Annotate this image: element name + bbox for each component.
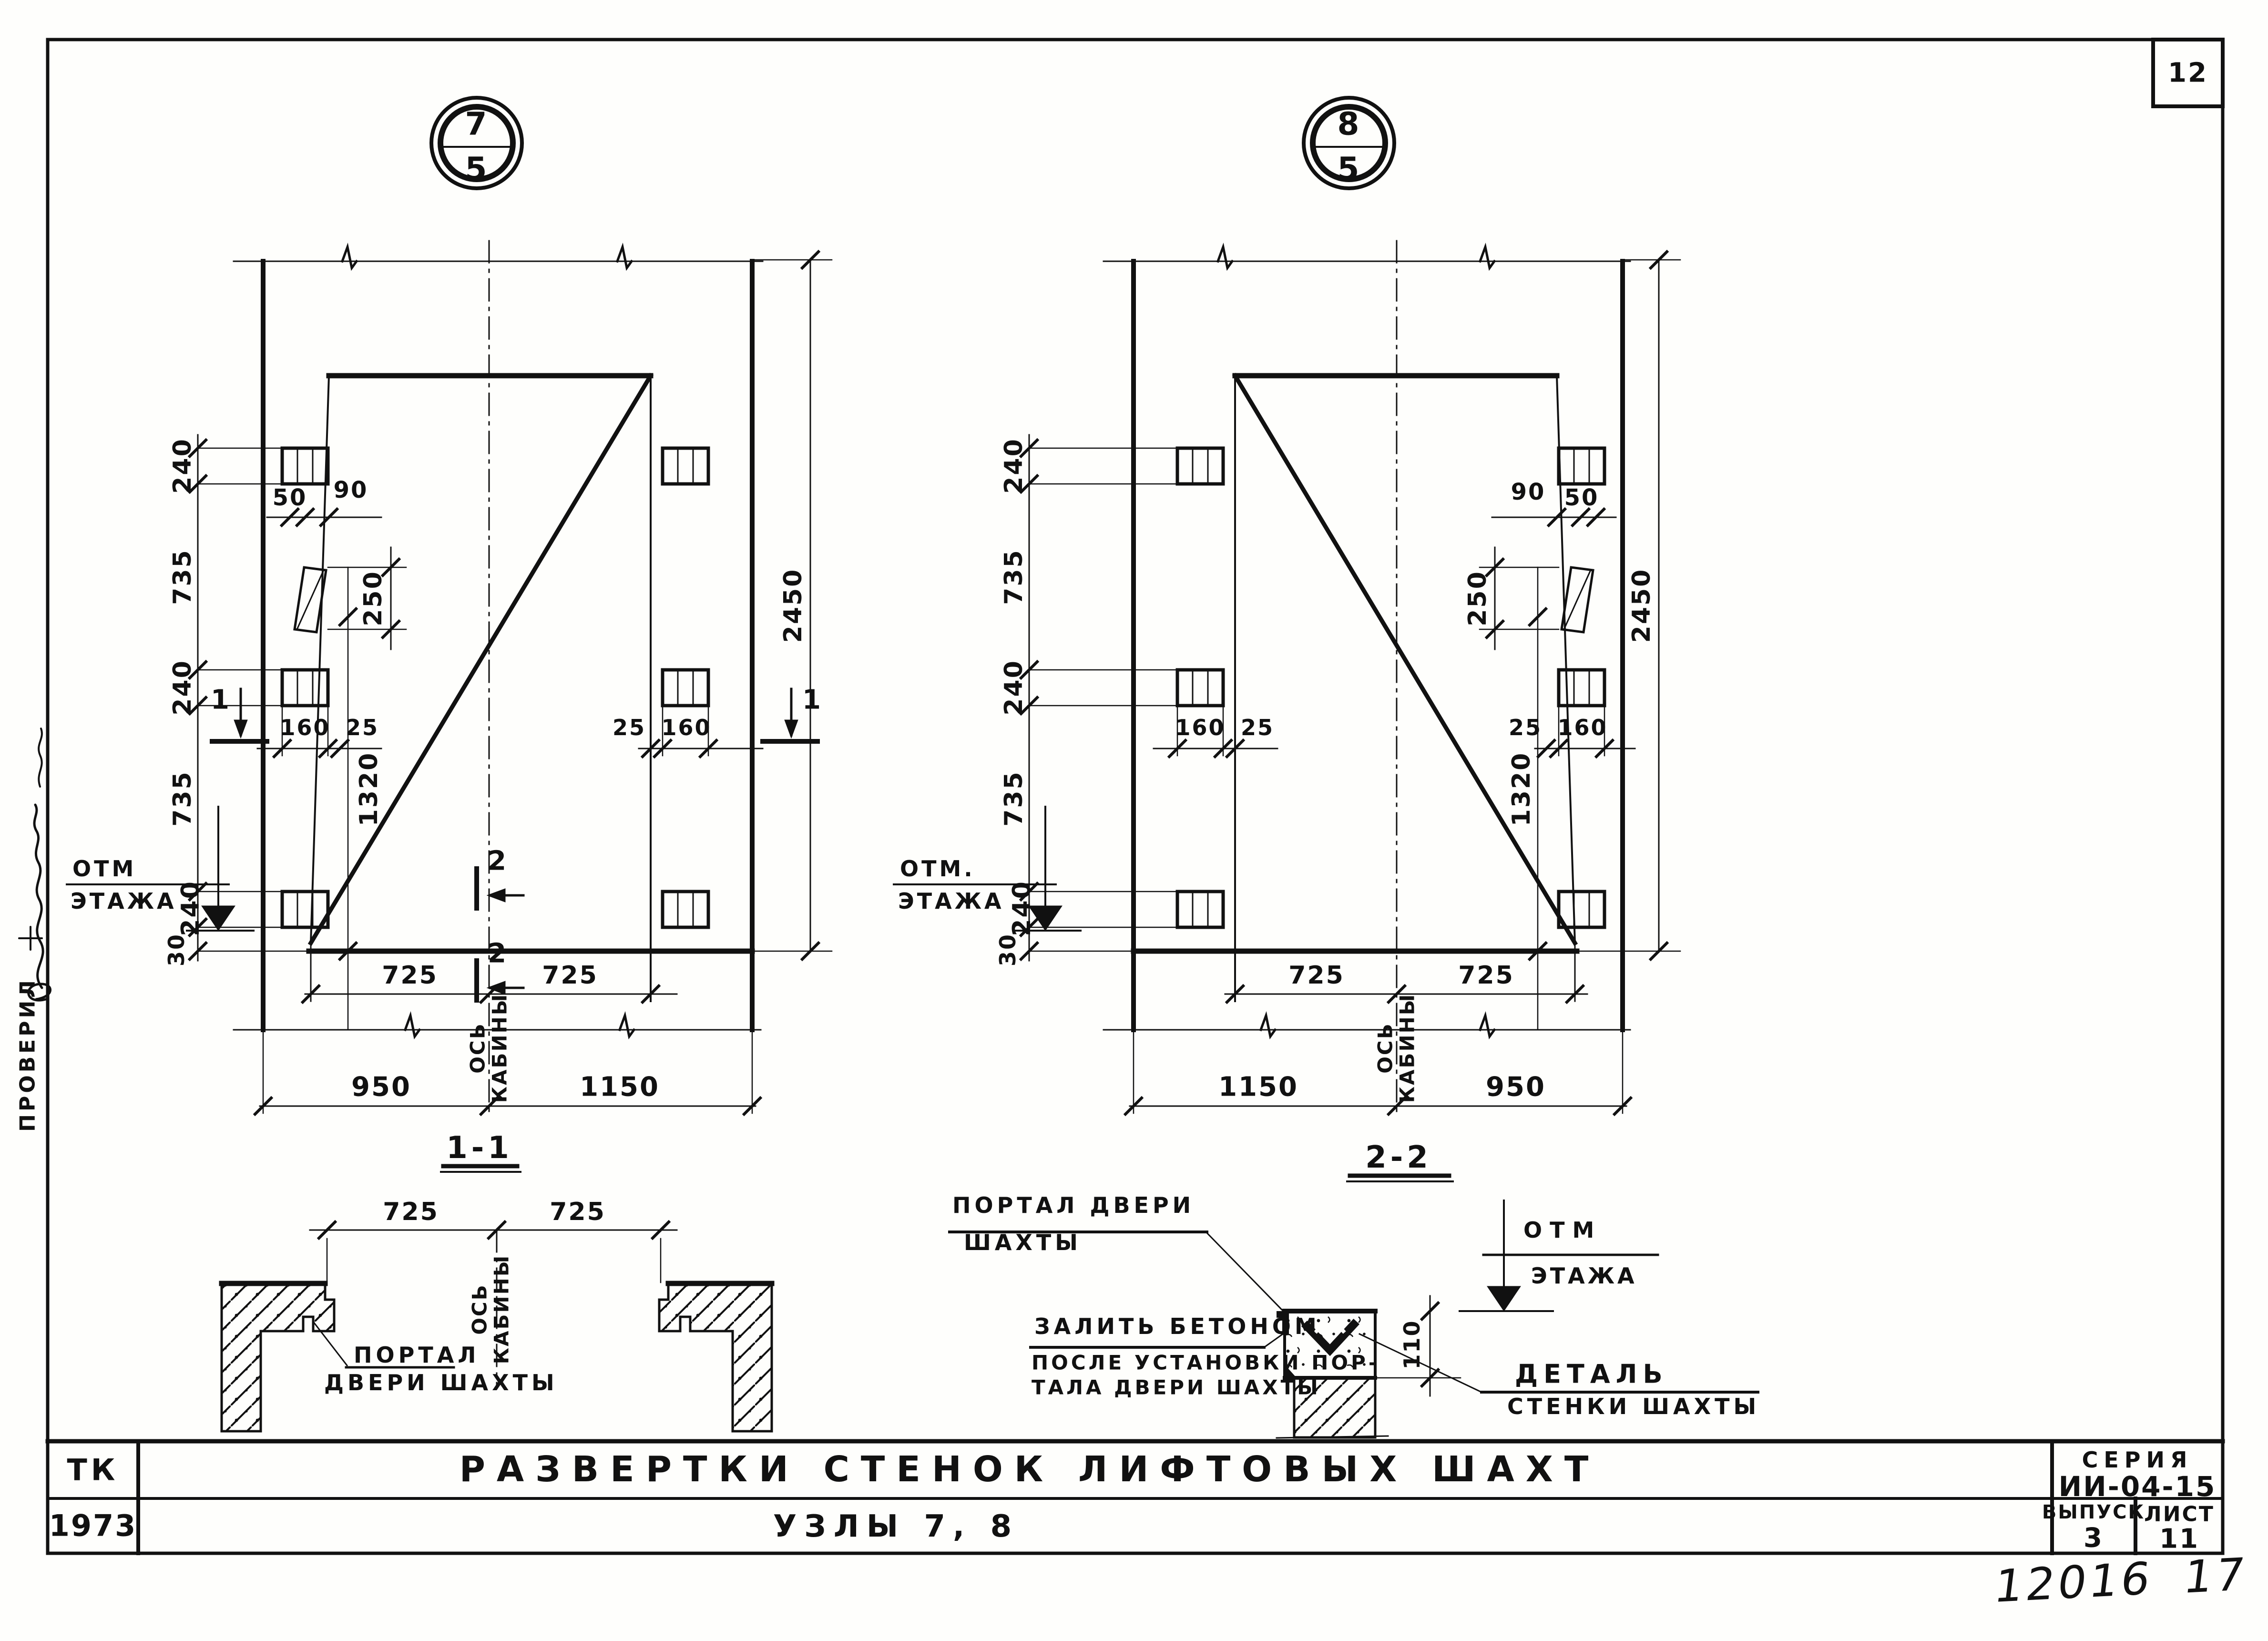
dim-label: 240 <box>1008 880 1036 936</box>
stamp-org: ТК <box>67 1452 119 1487</box>
dim-label: 250 <box>359 570 388 626</box>
node-marker-7-sheet: 5 <box>465 150 489 187</box>
dim-label: 240 <box>168 438 197 494</box>
dim-label: 1320 <box>1507 751 1536 827</box>
axis-label: КАБИНЫ <box>1395 993 1419 1103</box>
callout-fill-concrete: ЗАЛИТЬ БЕТОНОМ <box>1034 1313 1320 1339</box>
dim-label: 735 <box>1000 770 1028 827</box>
dim-label: 30 <box>995 933 1021 967</box>
section-2-2-title: 2-2 <box>1365 1140 1432 1175</box>
section-mark-label: 2 <box>488 938 508 969</box>
dim-label: 725 <box>542 961 598 990</box>
dim-label: 725 <box>550 1198 606 1226</box>
dim-label: 250 <box>1463 570 1492 626</box>
dim-label: 25 <box>345 715 379 740</box>
callout-portal: ПОРТАЛ <box>354 1342 480 1368</box>
dim-label: 2450 <box>1627 568 1656 643</box>
dim-label: 25 <box>1240 715 1275 740</box>
axis-label: ОСЬ <box>1373 1022 1397 1074</box>
axis-label: ОСЬ <box>466 1022 490 1074</box>
callout-portal: ДВЕРИ ШАХТЫ <box>324 1370 558 1395</box>
stamp-series-value: ИИ-04-15 <box>2058 1470 2217 1503</box>
dim-label: 160 <box>1175 715 1226 740</box>
dim-label: 160 <box>661 715 712 740</box>
node-marker-8-sheet: 5 <box>1337 150 1361 187</box>
floor-mark-label: ЭТАЖА <box>71 888 177 914</box>
stamp-year: 1973 <box>49 1508 137 1543</box>
dim-label: 735 <box>168 770 197 827</box>
floor-mark-label: ОТМ <box>72 856 137 882</box>
node-marker-7-number: 7 <box>465 105 489 143</box>
floor-mark-label: ЭТАЖА <box>898 888 1004 914</box>
dim-label: 90 <box>333 477 368 503</box>
dim-label: 25 <box>612 715 646 740</box>
dim-label: 950 <box>351 1071 411 1103</box>
dim-label: 240 <box>1000 438 1028 494</box>
axis-label: КАБИНЫ <box>490 1254 513 1364</box>
callout-portal: ПОРТАЛ ДВЕРИ <box>952 1192 1195 1218</box>
dim-label: 160 <box>280 715 330 740</box>
section-mark-label: 1 <box>802 684 822 716</box>
floor-mark-label: ОТМ <box>1523 1217 1602 1243</box>
axis-label: ОСЬ <box>468 1283 491 1335</box>
stamp-issue-label: ВЫПУСК <box>2042 1501 2145 1523</box>
stamp-sheet-value: 11 <box>2159 1523 2199 1555</box>
dim-label: 725 <box>382 961 438 990</box>
dim-label: 725 <box>383 1198 439 1226</box>
dim-label: 2450 <box>779 568 807 643</box>
dim-label: 1150 <box>1218 1071 1298 1103</box>
dim-label: 50 <box>272 484 307 511</box>
dim-label: 240 <box>176 880 205 936</box>
stamp-series-label: СЕРИЯ <box>2082 1447 2193 1473</box>
dim-label: 50 <box>1564 484 1599 511</box>
handwritten-doc-number: 12016 <box>1991 1552 2156 1613</box>
dim-label: 725 <box>1288 961 1345 990</box>
dim-label: 90 <box>1511 479 1546 505</box>
dim-label: 735 <box>168 549 197 605</box>
callout-fill-concrete: ПОСЛЕ УСТАНОВКИ ПОР- <box>1032 1351 1380 1374</box>
stamp-title: РАЗВЕРТКИ СТЕНОК ЛИФТОВЫХ ШАХТ <box>459 1449 1600 1490</box>
dim-label: 725 <box>1458 961 1514 990</box>
section-1-1-title: 1-1 <box>446 1130 513 1166</box>
dim-label: 735 <box>1000 549 1028 605</box>
section-mark-label: 1 <box>211 684 231 716</box>
dim-label: 110 <box>1399 1319 1425 1370</box>
section-mark-label: 2 <box>488 845 508 877</box>
floor-mark-label: ОТМ. <box>900 856 975 882</box>
callout-detail: СТЕНКИ ШАХТЫ <box>1507 1394 1760 1419</box>
stamp-sheet-label: ЛИСТ <box>2144 1502 2215 1527</box>
dim-label: 160 <box>1557 715 1608 740</box>
sheet-corner-number: 12 <box>2168 57 2208 89</box>
dim-label: 1150 <box>580 1071 660 1103</box>
margin-checked-label: ПРОВЕРИЛ <box>15 977 40 1132</box>
handwritten-page-number: 17 <box>2180 1549 2251 1604</box>
node-marker-8-number: 8 <box>1337 105 1361 143</box>
dim-label: 30 <box>163 933 189 967</box>
callout-fill-concrete: ТАЛА ДВЕРИ ШАХТЫ <box>1032 1375 1321 1399</box>
dim-label: 25 <box>1508 715 1543 740</box>
callout-portal: ШАХТЫ <box>964 1230 1082 1255</box>
stamp-subtitle: УЗЛЫ 7, 8 <box>773 1509 1020 1544</box>
callout-detail: ДЕТАЛЬ <box>1515 1359 1668 1389</box>
dim-label: 1320 <box>355 751 383 827</box>
dim-label: 240 <box>1000 659 1028 716</box>
stamp-issue-value: 3 <box>2084 1522 2104 1554</box>
dim-label: 950 <box>1486 1071 1546 1103</box>
axis-label: КАБИНЫ <box>488 993 511 1103</box>
margin-signature <box>19 728 51 1000</box>
floor-mark-label: ЭТАЖА <box>1531 1263 1637 1289</box>
dim-label: 240 <box>168 659 197 716</box>
